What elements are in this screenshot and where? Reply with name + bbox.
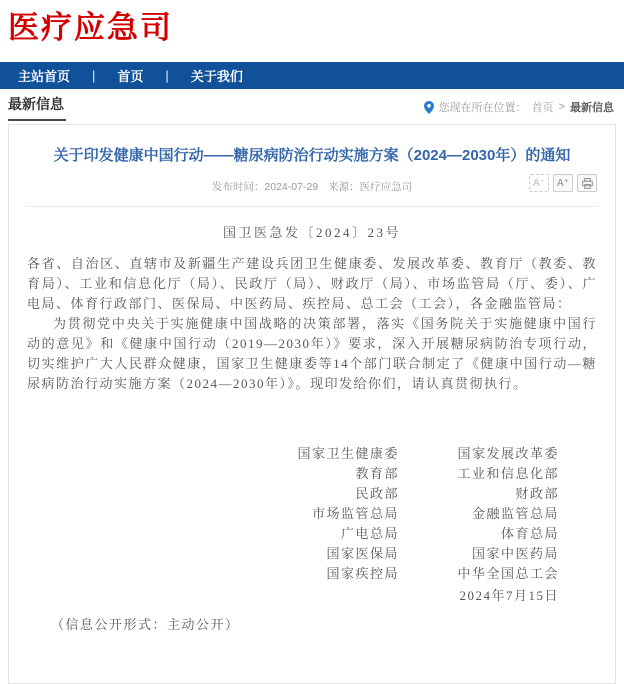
font-increase-button[interactable]: A⁺ [553,174,573,192]
breadcrumb-current[interactable]: 最新信息 [570,102,614,114]
printer-icon [582,178,593,189]
section-label: 最新信息 [8,94,66,121]
site-header [0,0,624,62]
nav-item-main-home[interactable]: 主站首页 [18,69,71,84]
nav-item-home[interactable]: 首页 [117,69,144,84]
publish-date-value: 2024-07-29 [264,181,319,193]
signatory-row [25,464,599,484]
signatory: 民政部 [355,486,399,501]
signatory: 财政部 [515,486,559,501]
breadcrumb-separator: > [558,101,565,113]
signatories-block [25,444,599,606]
publish-date-label: 发布时间： [211,181,265,193]
signatory: 国家中医药局 [471,546,559,561]
nav-separator: | [92,68,96,83]
source-label: 来源： [328,181,360,193]
disclosure-note: （信息公开形式：主动公开） [51,617,240,632]
signatory: 金融监管总局 [471,506,559,521]
source-value: 医疗应急司 [359,181,413,193]
signatory-row [25,564,599,584]
signatory-row [25,444,599,464]
signatory: 国家疾控局 [326,566,399,581]
site-title: 医疗应急司 [8,10,173,45]
nav-item-about[interactable]: 关于我们 [190,69,243,84]
article-title: 关于印发健康中国行动——糖尿病防治行动实施方案（2024—2030年）的通知 [53,147,571,164]
signatory: 广电总局 [340,526,399,541]
article-meta-row [25,174,599,207]
signatory: 教育部 [355,466,399,481]
breadcrumb-location-label: 您现在所在位置： [438,102,527,114]
paragraph-addressees: 各省、自治区、直辖市及新疆生产建设兵团卫生健康委、发展改革委、教育厅（教委、教育局）、工业和信息化厅（局）、民政厅（局）、财政厅（局）、市场监管局（厅、委）、广电局、体育行政部门、医保局、中医药局、疾控局、总工会（工会），各金融监管局： [27,256,597,311]
signatory-row [25,544,599,564]
signatory: 国家医保局 [326,546,399,561]
location-pin-icon [424,101,434,114]
signatory-row [25,524,599,544]
breadcrumb-home-link[interactable]: 首页 [531,102,554,114]
signatory-row [25,504,599,524]
nav-separator: | [165,68,169,83]
signatory: 体育总局 [500,526,559,541]
signatory: 国家卫生健康委 [297,446,399,461]
signatory: 中华全国总工会 [457,566,559,581]
main-navbar [0,62,624,89]
section-breadcrumb-row [0,89,624,121]
breadcrumb [424,99,614,121]
signatory-row [25,484,599,504]
document-number: 国卫医急发〔2024〕23号 [222,225,401,240]
signatory: 市场监管总局 [311,506,399,521]
signatory: 国家发展改革委 [457,446,559,461]
paragraph-main: 为贯彻党中央关于实施健康中国战略的决策部署，落实《国务院关于实施健康中国行动的意见》和《健康中国行动（2019—2030年）》要求，深入开展糖尿病防治专项行动，切实维护广大人民群众健康，国家卫生健康委等14个部门联合制定了《健康中国行动—糖尿病防治行动实施方案（2024—2030年）》。现印发给你们，请认真贯彻执行。 [27,316,597,391]
article-body [25,254,599,394]
print-button[interactable] [577,174,597,192]
font-decrease-button[interactable]: A⁻ [529,174,549,192]
sign-date: 2024年7月15日 [459,588,559,603]
article-card [8,124,616,684]
signatory: 工业和信息化部 [457,466,559,481]
article-toolbar [529,174,597,192]
